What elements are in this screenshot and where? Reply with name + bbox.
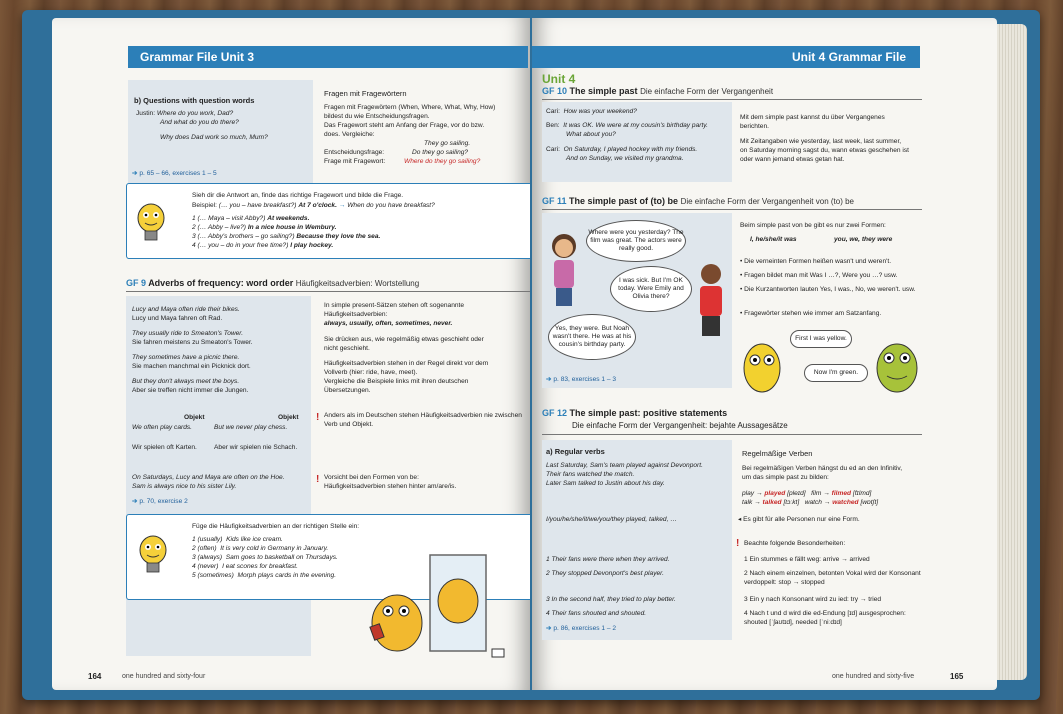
ex2-4: 4 (never) I eat scones for breakfast. — [192, 563, 298, 570]
gf11-b3: • Die Kurzantworten lauten Yes, I was., No, we weren't. usw. — [740, 286, 916, 293]
rule-ex-4: 4 Their fans shouted and shouted. — [546, 610, 647, 617]
be-form-2: you, we, they were — [834, 236, 893, 243]
gf11-b4: • Fragewörter stehen wie immer am Satzanfang. — [740, 310, 882, 317]
cmp-en-2: But we never play chess. — [214, 424, 288, 431]
gf9-ex-3-en: They sometimes have a picnic there. — [132, 354, 240, 361]
gf9-r-10: Vergleiche die Beispiele links mit ihren deutschen — [324, 378, 469, 385]
gf11-heading: GF 11 The simple past of (to) be Die einfache Form der Vergangenheit von (to) be — [542, 196, 854, 206]
gf9-r-2: Häufigkeitsadverbien: — [324, 311, 388, 318]
reg-de-1: Bei regelmäßigen Verben hängst du ed an den Infinitiv, — [742, 465, 903, 472]
gf9-ex-1-en: Lucy and Maya often ride their bikes. — [132, 306, 240, 313]
reg-de-2: um das simple past zu bilden: — [742, 474, 829, 481]
left-header: Grammar File Unit 3 — [128, 46, 528, 68]
gf9-r-11: Übersetzungen. — [324, 387, 371, 394]
de-b-1: Fragen mit Fragewörtern (When, Where, What, Why, How) — [324, 104, 496, 111]
page-edges — [997, 24, 1027, 680]
ex2-1: 1 (usually) Kids like ice cream. — [192, 536, 283, 543]
warn-1: Anders als im Deutschen stehen Häufigkeitsadverbien nie zwischen Verb und Objekt. — [324, 412, 522, 428]
gf9-r-5: Sie drücken aus, wie regelmäßig etwas geschieht oder — [324, 336, 484, 343]
gf10-r1: Mit dem simple past kannst du über Vergangenes — [740, 114, 885, 121]
ex1-intro: Sieh dir die Antwort an, finde das richtige Fragewort und bilde die Frage. — [192, 192, 404, 199]
gf9-r-3: always, usually, often, sometimes, never. — [324, 320, 453, 327]
ex1-item-4: 4 (… you – do in your free time?) I play hockey. — [192, 242, 334, 249]
compare-2: Where do they go sailing? — [404, 158, 481, 165]
page-words-left: one hundred and sixty-four — [122, 673, 206, 680]
ex2-3: 3 (always) Sam goes to basketball on Thursdays. — [192, 554, 338, 561]
warning-icon-1: ! — [316, 412, 320, 423]
dialog-2: And what do you do there? — [160, 119, 239, 126]
unit-label: Unit 4 — [542, 72, 576, 86]
gf9-r-9: Vollverb (hier: ride, have, meet). — [324, 369, 418, 376]
speech-bubble-2: I was sick. But I'm OK today. Were Emily and Olivia there? — [610, 266, 692, 312]
page-number-right: 165 — [950, 672, 964, 681]
gf9-r-6: nicht geschieht. — [324, 345, 370, 352]
de-b-4: does. Vergleiche: — [324, 131, 375, 138]
rule-4: 4 Nach t und d wird die ed-Endung [ɪd] ausgesprochen: shouted [ˈʃaʊtɪd], needed [ˈniːdɪd] — [744, 610, 906, 626]
left-page — [52, 18, 530, 690]
ref-9: ➔ p. 70, exercise 2 — [132, 498, 188, 505]
gf9-heading: GF 9 Adverbs of frequency: word order Häufigkeitsadverbien: Wortstellung — [126, 278, 420, 288]
sec-b-de-title: Fragen mit Fragewörtern — [324, 89, 407, 98]
gf9-ex-3-de: Sie machen manchmal ein Picknick dort. — [132, 363, 251, 370]
objekt-label-2: Objekt — [278, 414, 299, 421]
verb-pair-1: play → played [pleɪd] film → filmed [fɪlmd] — [742, 490, 872, 497]
warn-2-a: Vorsicht bei den Formen von be: — [324, 474, 419, 481]
hoe-1: On Saturdays, Lucy and Maya are often on the Hoe. — [132, 474, 285, 481]
regular-title: a) Regular verbs — [546, 447, 605, 456]
ref-12: ➔ p. 86, exercises 1 – 2 — [546, 625, 617, 632]
dialog-3: Why does Dad work so much, Mum? — [160, 134, 268, 141]
reg-3: Later Sam talked to Justin about his day. — [546, 480, 665, 487]
rule-1: 1 Ein stummes e fällt weg: arrive → arrived — [744, 556, 870, 563]
gf10-r5: on Saturday morning sagst du, wann etwas geschehen ist — [740, 147, 909, 154]
gf10-d4: Cari: On Saturday, I played hockey with my friends. — [546, 146, 698, 153]
rule-ex-2: 2 They stopped Devonport's best player. — [546, 570, 664, 577]
verb-pair-2: talk → talked [tɔːkt] watch → watched [wɒtʃt] — [742, 499, 879, 506]
be-form-1: I, he/she/it was — [750, 236, 797, 243]
monster-mirror-illustration — [352, 553, 522, 663]
green-monster — [870, 332, 924, 398]
gf11-b2: • Fragen bildet man mit Was I …?, Were you …? usw. — [740, 272, 898, 279]
yellow-monster — [740, 334, 784, 396]
rule-2: 2 Nach einem einzelnen, betonten Vokal wird der Konsonant verdoppelt: stop → stopped — [744, 570, 921, 586]
lightbulb-icon — [136, 533, 170, 577]
gf9-ex-4-en: But they don't always meet the boys. — [132, 378, 240, 385]
cmp-de-2: Aber wir spielen nie Schach. — [214, 444, 298, 451]
de-b-3: Das Fragewort steht am Anfang der Frage, vor do bzw. — [324, 122, 485, 129]
gf12-de: Die einfache Form der Vergangenheit: bejahte Aussagesätze — [572, 421, 788, 430]
rule-ex-3: 3 In the second half, they tried to play better. — [546, 596, 676, 603]
gf12-heading: GF 12 The simple past: positive statements — [542, 408, 728, 418]
hoe-2: Sam is always nice to his sister Lily. — [132, 483, 237, 490]
right-header: Unit 4 Grammar File — [532, 46, 920, 68]
rule-ex-1: 1 Their fans were there when they arrived. — [546, 556, 670, 563]
page-words-right: one hundred and sixty-five — [832, 673, 915, 680]
gf10-d3: What about you? — [566, 131, 616, 138]
warning-icon-2: ! — [316, 474, 320, 485]
ex1-item-1: 1 (… Maya – visit Abby?) At weekends. — [192, 215, 310, 222]
cmp-de-1: Wir spielen oft Karten. — [132, 444, 197, 451]
sec-b-title: b) Questions with question words — [134, 96, 255, 105]
ref-11: ➔ p. 83, exercises 1 – 3 — [546, 376, 617, 383]
ex1-example: Beispiel: (… you – have breakfast?) At 7 o'clock. → When do you have breakfast? — [192, 202, 435, 209]
gf9-ex-2-en: They usually ride to Smeaton's Tower. — [132, 330, 244, 337]
speech-bubble-3: Yes, they were. But Noah wasn't there. He was at his cousin's birthday party. — [548, 314, 636, 360]
gf10-r6: oder wann jemand etwas getan hat. — [740, 156, 845, 163]
warn-2-b: Häufigkeitsadverbien stehen hinter am/are/is. — [324, 483, 457, 490]
monster-bubble-1: First I was yellow. — [790, 330, 852, 348]
gf9-rule — [126, 291, 530, 292]
gf9-r-8: Häufigkeitsadverbien stehen in der Regel direkt vor dem — [324, 360, 489, 367]
lightbulb-icon — [134, 201, 168, 245]
compare-0: They go sailing. — [424, 140, 471, 147]
all-persons: I/you/he/she/it/we/you/they played, talked, … — [546, 516, 677, 523]
objekt-label-1: Objekt — [184, 414, 205, 421]
speech-bubble-1: Where were you yesterday? The film was great. The actors were really good. — [586, 220, 686, 262]
de-b-2: bildest du wie Entscheidungsfragen. — [324, 113, 430, 120]
note-title: Beachte folgende Besonderheiten: — [744, 540, 846, 547]
warning-icon-3: ! — [736, 538, 740, 549]
dialog-1: Justin: Where do you work, Dad? — [136, 110, 234, 117]
gf11-r-intro: Beim simple past von be gibt es nur zwei Formen: — [740, 222, 886, 229]
all-persons-note: ◂ Es gibt für alle Personen nur eine Form. — [738, 516, 860, 523]
ex2-2: 2 (often) It is very cold in Germany in January. — [192, 545, 329, 552]
gf10-d1: Cari: How was your weekend? — [546, 108, 637, 115]
monster-bubble-2: Now I'm green. — [804, 364, 868, 382]
compare-2-label: Frage mit Fragewort: — [324, 158, 386, 165]
reg-2: Their fans watched the match. — [546, 471, 635, 478]
ex1-item-2: 2 (… Abby – live?) In a nice house in Wembury. — [192, 224, 337, 231]
regular-de-title: Regelmäßige Verben — [742, 449, 813, 458]
ex1-item-3: 3 (… Abby's brothers – go sailing?) Because they love the sea. — [192, 233, 381, 240]
gf10-heading: GF 10 The simple past Die einfache Form der Vergangenheit — [542, 86, 774, 96]
gf10-r2: berichten. — [740, 123, 769, 130]
gf11-rule — [542, 209, 922, 210]
gf9-ex-2-de: Sie fahren meistens zu Smeaton's Tower. — [132, 339, 253, 346]
boy-illustration — [692, 258, 730, 338]
compare-1: Do they go sailing? — [412, 149, 469, 156]
ex2-5: 5 (sometimes) Morph plays cards in the evening. — [192, 572, 337, 579]
gf10-d2: Ben: It was OK. We were at my cousin's birthday party. — [546, 122, 708, 129]
gf10-r4: Mit Zeitangaben wie yesterday, last week, last summer, — [740, 138, 902, 145]
reg-1: Last Saturday, Sam's team played against Devonport. — [546, 462, 703, 469]
gf10-d5: And on Sunday, we visited my grandma. — [566, 155, 684, 162]
open-book — [22, 10, 1040, 700]
gf12-rule — [542, 434, 922, 435]
ref-b: ➔ p. 65 – 66, exercises 1 – 5 — [132, 170, 217, 177]
gf9-r-1: In simple present-Sätzen stehen oft sogenannte — [324, 302, 465, 309]
right-page — [532, 18, 997, 690]
gf9-ex-1-de: Lucy und Maya fahren oft Rad. — [132, 315, 223, 322]
rule-3: 3 Ein y nach Konsonant wird zu ied: try → tried — [744, 596, 882, 603]
girl-illustration — [544, 228, 584, 308]
gf10-rule — [542, 99, 922, 100]
cmp-en-1: We often play cards. — [132, 424, 192, 431]
gf11-b1: • Die verneinten Formen heißen wasn't und weren't. — [740, 258, 892, 265]
gf9-ex-4-de: Aber sie treffen nicht immer die Jungen. — [132, 387, 249, 394]
page-number-left: 164 — [88, 672, 102, 681]
ex2-intro: Füge die Häufigkeitsadverbien an der richtigen Stelle ein: — [192, 523, 360, 530]
compare-1-label: Entscheidungsfrage: — [324, 149, 385, 156]
